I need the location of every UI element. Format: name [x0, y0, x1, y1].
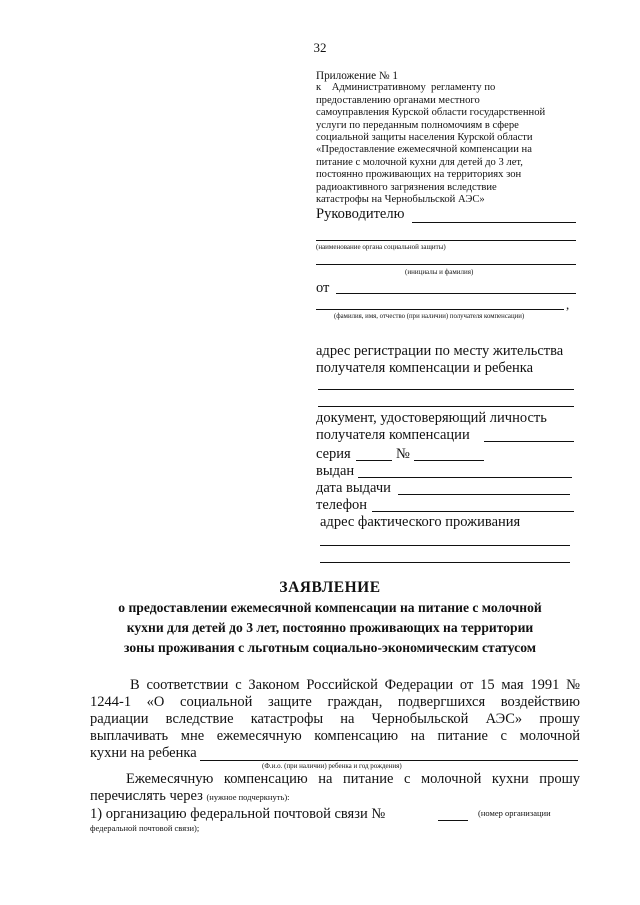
body-line: выплачивать мне ежемесячную компенсацию на питание с молочной [90, 728, 580, 744]
issued-line[interactable] [358, 477, 572, 478]
child-name-line[interactable] [200, 760, 578, 761]
post-office-note-2: федеральной почтовой связи); [90, 823, 200, 833]
reg-address-label-2: получателя компенсации и ребенка [316, 360, 534, 376]
from-line[interactable] [336, 293, 576, 294]
statement-subtitle [60, 598, 600, 658]
option-post-office-text: 1) организацию федеральной почтовой связи № [90, 806, 386, 822]
body-line: Ежемесячную компенсацию на питание с молочной кухни прошу [126, 771, 580, 787]
doc-label-2: получателя компенсации [316, 427, 470, 443]
initials-caption: (инициалы и фамилия) [405, 268, 474, 276]
reg-address-line-2[interactable] [318, 406, 574, 407]
series-label: серия [316, 446, 351, 462]
appendix-line: предоставлению органами местного [316, 94, 480, 106]
reg-address-label: адрес регистрации по месту жительства [316, 343, 564, 359]
head-name-line[interactable] [412, 222, 576, 223]
from-label: от [316, 280, 330, 296]
subtitle-line: кухни для детей до 3 лет, постоянно проживающих на территории [126, 620, 534, 635]
issue-date-line[interactable] [398, 494, 570, 495]
body-line: кухни на ребенка [90, 745, 197, 761]
actual-address-line-1[interactable] [320, 545, 570, 546]
to-label: Руководителю [316, 206, 405, 222]
body-line: радиации вследствие катастрофы на Чернобыльской АЭС» прошу [90, 711, 580, 727]
comma: , [566, 297, 570, 312]
doc-line[interactable] [484, 441, 574, 442]
appendix-line: катастрофы на Чернобыльской АЭС» [316, 194, 485, 206]
underline-note: (нужное подчеркнуть): [206, 792, 290, 802]
issue-date-label: дата выдачи [316, 480, 391, 496]
appendix-block [316, 70, 580, 206]
appendix-line: социальной защиты населения Курской области [316, 132, 533, 144]
appendix-line: питание с молочной кухни для детей до 3 лет, [316, 156, 523, 168]
number-line[interactable] [414, 460, 484, 461]
issued-label: выдан [316, 463, 355, 479]
post-office-note: (номер организации [478, 808, 551, 818]
body-line [90, 788, 290, 806]
reg-address-line-1[interactable] [318, 389, 574, 390]
phone-label: телефон [316, 497, 368, 513]
appendix-line: самоуправления Курской области государственной [316, 107, 546, 119]
appendix-line: к Административному регламенту по [316, 82, 496, 94]
fio-caption: (фамилия, имя, отчество (при наличии) получателя компенсации) [334, 313, 525, 320]
doc-label: документ, удостоверяющий личность [316, 410, 547, 426]
series-line[interactable] [356, 460, 392, 461]
appendix-line: «Предоставление ежемесячной компенсации на [316, 144, 532, 156]
actual-address-label: адрес фактического проживания [320, 514, 521, 530]
number-label: № [396, 446, 410, 462]
actual-address-line-2[interactable] [320, 562, 570, 563]
initials-line[interactable] [316, 264, 576, 265]
option-post-office[interactable] [90, 806, 385, 823]
phone-line[interactable] [372, 511, 574, 512]
appendix-line: услуги по переданным полномочиям в сфере [316, 119, 519, 131]
page-number: 32 [313, 40, 327, 55]
subtitle-line: зоны проживания с льготным социально-экономическим статусом [123, 640, 537, 655]
appendix-title: Приложение № 1 [316, 70, 398, 82]
body-line: 1244-1 «О социальной защите граждан, подвергшихся воздействию [90, 694, 580, 710]
child-caption: (Ф.и.о. (при наличии) ребенка и год рождения) [262, 762, 402, 770]
fio-line[interactable] [316, 309, 564, 310]
appendix-line: радиоактивного загрязнения вследствие [316, 181, 497, 193]
subtitle-line: о предоставлении ежемесячной компенсации на питание с молочной [118, 600, 542, 615]
org-name-line[interactable] [316, 240, 576, 241]
org-caption: (наименование органа социальной защиты) [316, 243, 446, 251]
statement-title: ЗАЯВЛЕНИЕ [279, 579, 381, 596]
transfer-via-text: перечислять через [90, 788, 203, 804]
appendix-line: постоянно проживающих на территориях зон [316, 169, 522, 181]
post-office-number-line[interactable] [438, 820, 468, 821]
body-line: В соответствии с Законом Российской Федерации от 15 мая 1991 № [130, 677, 580, 693]
